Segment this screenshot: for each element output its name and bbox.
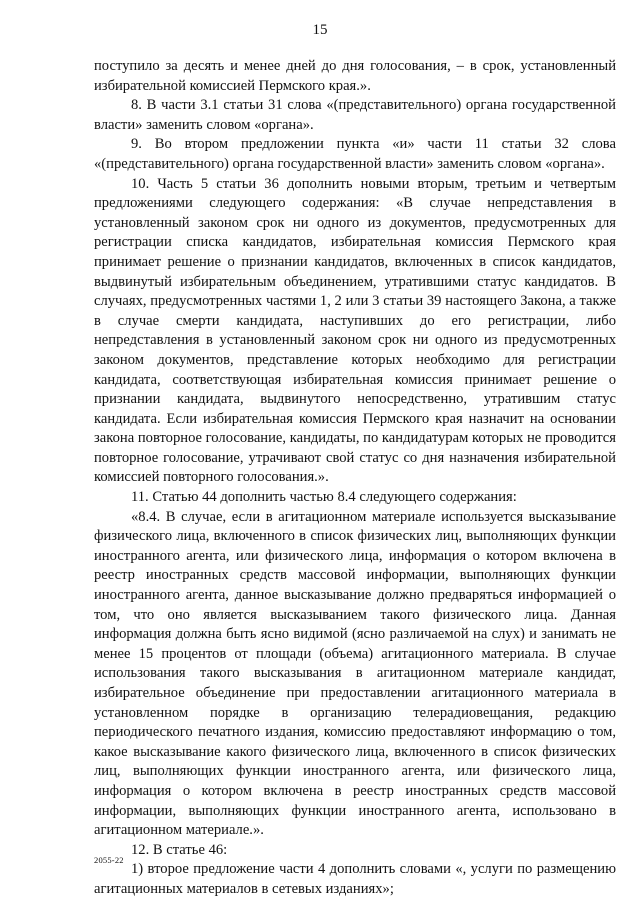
paragraph-item-12-sub-1: 1) второе предложение части 4 дополнить словами «, услуги по размещению агитационных материалов в сетевых изданиях»; [94, 861, 616, 897]
paragraph-item-12: 12. В статье 46: [131, 841, 228, 858]
paragraph-item-11-quote: «8.4. В случае, если в агитационном материале используется высказывание физического лица, включенного в список физических лиц, выполняющих функции иностранного агента, или физического лица, информация о котором включена в реестр иностранных средств массовой информации, выполняющих функции иностранного агента, данное высказывание должно предваряться информацией о том, что оно является высказыванием такого физического лица. Данная информация должна быть ясно видимой (ясно различаемой на слух) и занимать не менее 15 процентов от площади (объема) агитационного материала. В случае использования такого высказывания в агитационном материале кандидат, избирательное объединение при предоставлении агитационного материала в установленном порядке в организацию телерадиовещания, редакцию периодического печатного издания, комиссию предоставляют информацию о том, какое высказывание какого физического лица, включенного в список физических лиц, выполняющих функции иностранного агента, или физического лица, информация о котором включена в реестр иностранных средств массовой информации, выполняющих функции иностранного агента, использовано в агитационном материале.». [94, 508, 616, 839]
paragraph-item-10: 10. Часть 5 статьи 36 дополнить новыми вторым, третьим и четвертым предложениями следующего содержания: «В случае непредставления в установленный законом срок ни одного из документов, предусмотренных для регистрации списка кандидатов, избирательная комиссия Пермского края принимает решение о признании кандидатов, включенных в список кандидатов, выдвинутый избирательным объединением, утратившими статус кандидатов. В случаях, предусмотренных частями 1, 2 или 3 статьи 39 настоящего Закона, а также в случае смерти кандидата, наступивших до его регистрации, либо непредставления в установленный законом срок ни одного из предусмотренных законом документов, представление которых необходимо для регистрации кандидата, соответствующая избирательная комиссия принимает решение о признании кандидата, выдвинутого непосредственно, утратившим статус кандидата. Если избирательная комиссия Пермского края назначит на основании закона повторное голосование, кандидаты, по кандидатурам которых не проводится повторное голосование, утрачивают свой статус со дня назначения избирательной комиссией повторного голосования.». [94, 175, 616, 486]
document-code: 2055-22 [94, 855, 124, 865]
paragraph-continuation: поступило за десять и менее дней до дня голосования, – в срок, установленный избирательной комиссией Пермского края.». [94, 58, 616, 94]
paragraph-item-9: 9. Во втором предложении пункта «и» части 11 статьи 32 слова «(представительного) органа государственной власти» заменить словом «органа». [94, 136, 616, 172]
paragraph-item-11: 11. Статью 44 дополнить частью 8.4 следующего содержания: [131, 489, 517, 506]
paragraph-item-8: 8. В части 3.1 статьи 31 слова «(представительного) органа государственной власти» заменить словом «органа». [94, 97, 616, 133]
document-body [94, 57, 616, 900]
page-number: 15 [312, 22, 328, 38]
